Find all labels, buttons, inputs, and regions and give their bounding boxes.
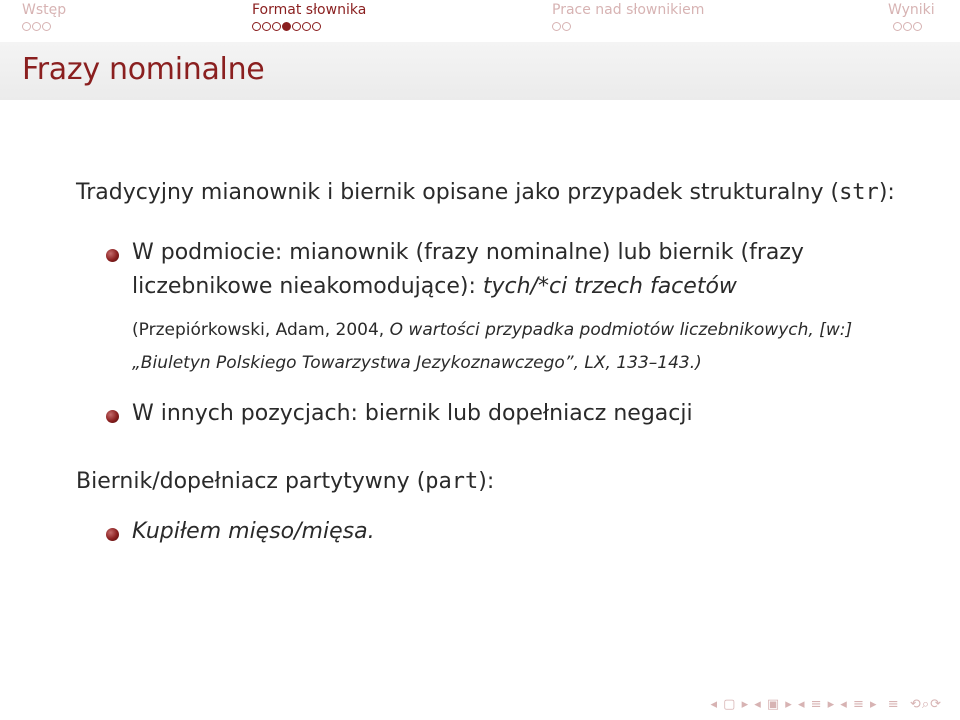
- nav-dot[interactable]: [22, 22, 31, 31]
- nav-dots-wstep: [22, 22, 51, 32]
- list-item-subject: [76, 236, 926, 380]
- code-part: part: [425, 469, 479, 494]
- nav-dot[interactable]: [302, 22, 311, 31]
- bullet-text: W podmiocie: mianownik (frazy nominalne) lub biernik (frazy liczebnikowe nieakomodujące):: [132, 240, 804, 299]
- nav-dot[interactable]: [913, 22, 922, 31]
- paragraph-text: Biernik/dopełniacz partytywny (: [76, 469, 426, 494]
- nav-dots-format-slownika: [252, 22, 321, 32]
- list-item-other-positions: [76, 397, 926, 431]
- nav-dot[interactable]: [252, 22, 261, 31]
- nav-dot[interactable]: [893, 22, 902, 31]
- nav-dot[interactable]: [903, 22, 912, 31]
- paragraph-end: ):: [878, 180, 895, 205]
- nav-section-wstep[interactable]: Wstęp: [22, 2, 67, 18]
- nav-dot[interactable]: [272, 22, 281, 31]
- nav-dot[interactable]: [262, 22, 271, 31]
- slide-content: [76, 176, 926, 549]
- citation-prefix: (Przepiórkowski, Adam, 2004,: [132, 320, 390, 340]
- paragraph-text: Tradycyjny mianownik i biernik opisane jako przypadek strukturalny (: [76, 180, 840, 205]
- example-text: tych/*ci trzech facetów: [482, 274, 737, 299]
- bullet-ball-icon: [106, 410, 119, 423]
- nav-dot[interactable]: [312, 22, 321, 31]
- nav-dot[interactable]: [552, 22, 561, 31]
- example-text: Kupiłem mięso/mięsa.: [132, 519, 375, 544]
- nav-dots-wyniki: [893, 22, 922, 32]
- citation: [132, 314, 926, 380]
- nav-dot-current[interactable]: [282, 22, 291, 31]
- list-item-text: [132, 236, 926, 304]
- nav-dot[interactable]: [32, 22, 41, 31]
- nav-section-wyniki[interactable]: Wyniki: [888, 2, 935, 18]
- nav-section-format-slownika[interactable]: Format słownika: [252, 2, 367, 18]
- bullet-ball-icon: [106, 528, 119, 541]
- paragraph-end: ):: [478, 469, 495, 494]
- nav-dot[interactable]: [42, 22, 51, 31]
- code-str: str: [839, 180, 879, 205]
- section-navigation: [0, 0, 960, 42]
- bullet-text: W innych pozycjach: biernik lub dopełniacz negacji: [132, 401, 693, 426]
- nav-section-prace-nad-slownikiem[interactable]: Prace nad słownikiem: [552, 2, 705, 18]
- bullet-ball-icon: [106, 249, 119, 262]
- beamer-nav-arrows-icon[interactable]: ◂ ▢ ▸ ◂ ▣ ▸ ◂ ≡ ▸ ◂ ≡ ▸ ≡ ⟲⌕⟳: [710, 697, 942, 712]
- nav-dots-prace: [552, 22, 571, 32]
- citation-title: O wartości przypadka podmiotów liczebnikowych, [w:] „Biuletyn Polskiego Towarzystwa Jezykoznawczego”, LX, 133–143.): [132, 320, 853, 373]
- paragraph-partitive: [76, 465, 926, 499]
- nav-dot[interactable]: [562, 22, 571, 31]
- paragraph-structural-case: [76, 176, 926, 210]
- nav-dot[interactable]: [292, 22, 301, 31]
- frame-title: Frazy nominalne: [22, 52, 265, 87]
- list-item-example: [76, 515, 926, 549]
